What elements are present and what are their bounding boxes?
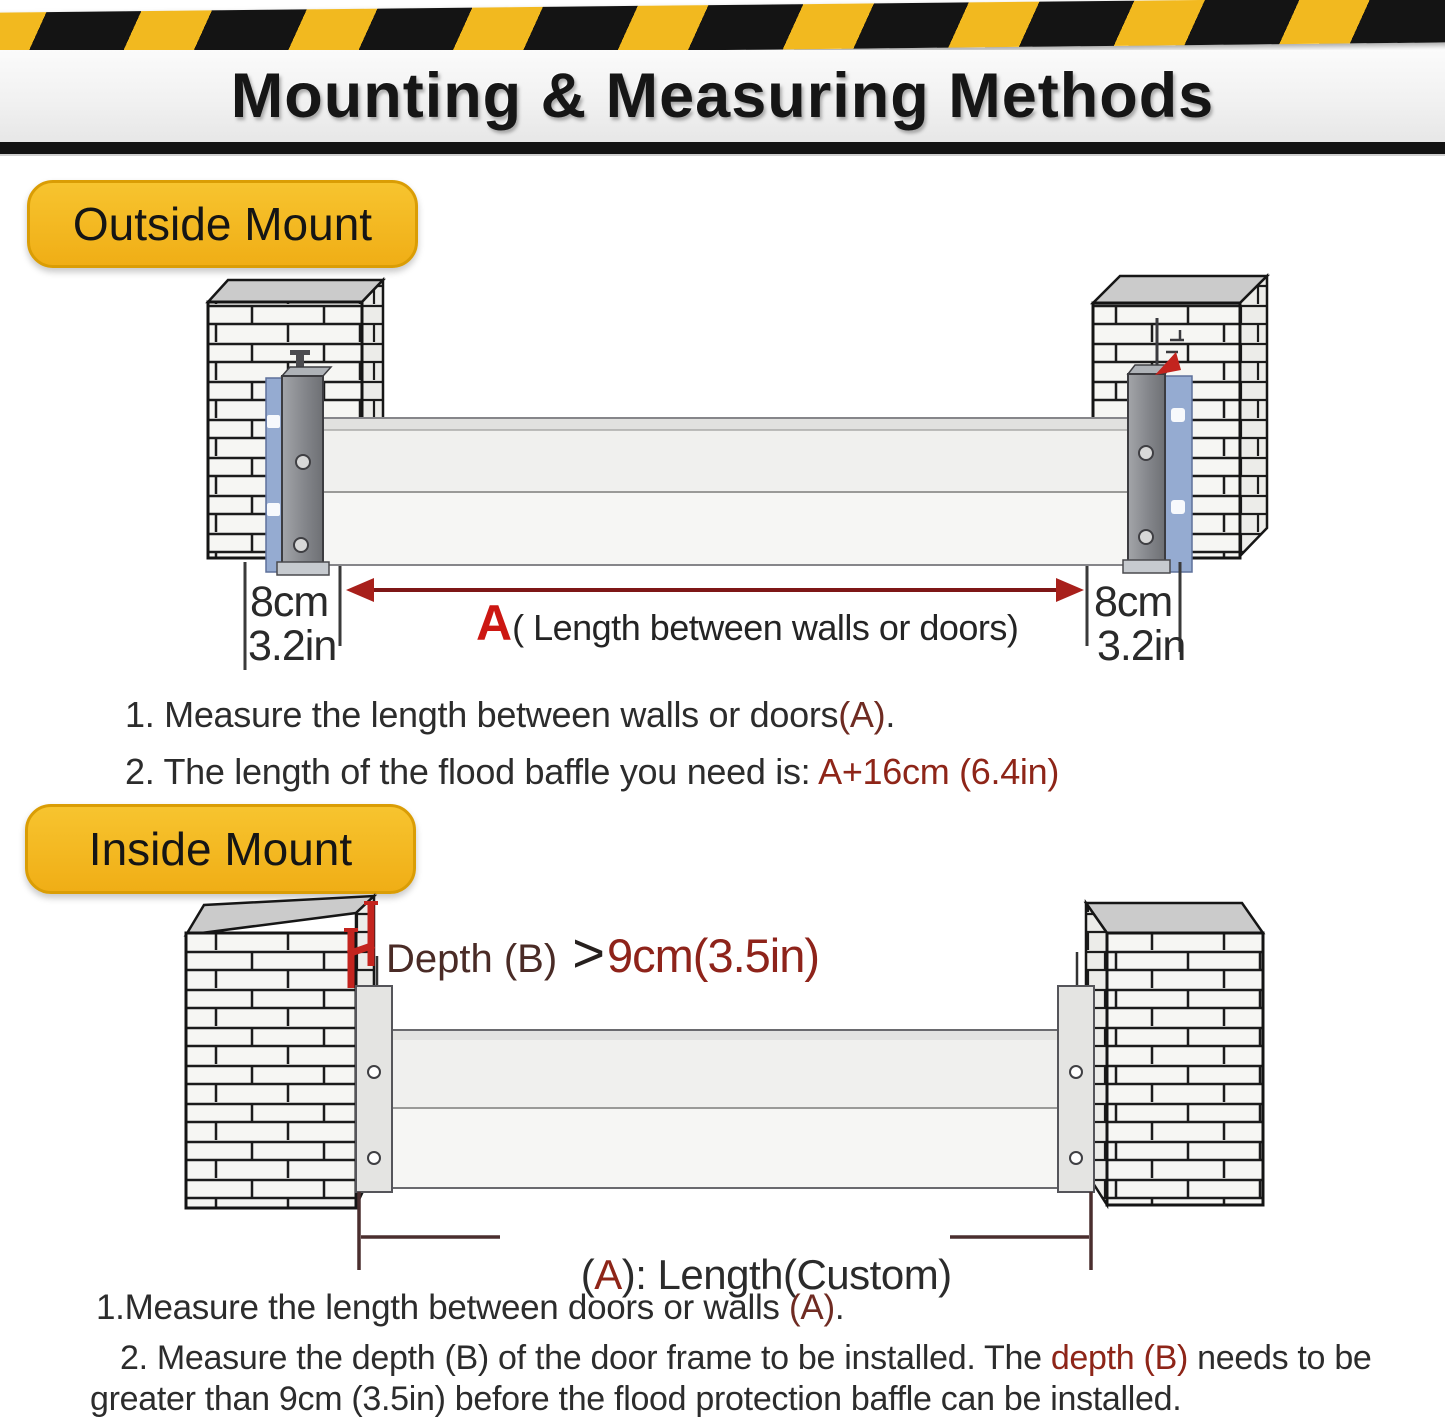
step-text: needs to be greater than 9cm (3.5in) before the flood protection baffle can be installed.: [90, 1339, 1372, 1419]
dim-text: (: [580, 1251, 595, 1298]
page-title: Mounting & Measuring Methods: [230, 61, 1215, 131]
pillar-side-face: [1240, 276, 1267, 556]
flood-baffle-panel-inside: [392, 1030, 1062, 1188]
depth-annotation: [386, 920, 819, 985]
seal-strip-left: [266, 378, 282, 572]
dim-letter-a: A: [594, 1251, 622, 1298]
pillar-top-face: [208, 280, 383, 302]
screw-hole: [1139, 530, 1153, 544]
inside-left-pillar: [186, 896, 374, 1208]
pillar-top-face: [1093, 276, 1267, 303]
right-dim-inch: 3.2in: [1097, 622, 1186, 670]
outside-step-1: [125, 694, 1059, 736]
screw-hole: [294, 538, 308, 552]
mounting-channel-left: [277, 350, 331, 575]
outside-steps: [125, 694, 1059, 793]
arrowhead-left-icon: [346, 578, 374, 602]
left-dim-cm: 8cm: [250, 578, 329, 626]
inside-right-pillar: [1086, 903, 1263, 1205]
outside-mount-label: Outside Mount: [72, 198, 373, 250]
outside-step-2: [125, 751, 1059, 793]
dim-text: ): Length(Custom): [621, 1251, 952, 1298]
right-dim-cm: 8cm: [1094, 578, 1173, 626]
length-annotation: [476, 595, 1019, 651]
screw-hole: [1139, 446, 1153, 460]
length-letter-a: A: [476, 595, 513, 651]
step-text: 1.Measure the length between doors or walls: [96, 1288, 790, 1327]
step-text: 2. Measure the depth (B) of the door frame to be installed. The: [120, 1339, 1051, 1377]
length-caption: ( Length between walls or doors): [512, 607, 1019, 648]
left-dim-inch: 3.2in: [248, 622, 337, 670]
pillar-top-face: [1086, 903, 1263, 933]
inside-mount-label: Inside Mount: [88, 823, 353, 875]
inside-channel-left: [356, 956, 392, 1192]
pillar-front-face: [186, 933, 356, 1208]
screw-hole: [1070, 1066, 1082, 1078]
arrowhead-right-icon: [1056, 578, 1084, 602]
screw-hole: [368, 1152, 380, 1164]
step-highlight: depth (B): [1050, 1339, 1188, 1377]
inside-step-1: [96, 1288, 844, 1328]
flood-baffle-panel-outside: [323, 418, 1130, 565]
seal-dot: [1171, 408, 1185, 422]
screw-hole: [1070, 1152, 1082, 1164]
screw-hole: [296, 455, 310, 469]
step-text: .: [834, 1288, 845, 1327]
step-highlight: (A): [838, 694, 886, 735]
step-text: 1. Measure the length between walls or doors: [125, 694, 839, 735]
seal-dot: [1171, 500, 1185, 514]
greater-than-sign: >: [572, 921, 605, 984]
seal-dot: [267, 415, 280, 428]
step-text: 2. The length of the flood baffle you need is:: [125, 751, 819, 792]
step-text: .: [885, 694, 896, 735]
screw-hole: [368, 1066, 380, 1078]
step-highlight: A+16cm (6.4in): [818, 751, 1060, 792]
inside-step-2: [90, 1338, 1445, 1421]
step-highlight: (A): [789, 1288, 835, 1327]
seal-dot: [267, 503, 280, 516]
depth-value: 9cm(3.5in): [607, 929, 820, 982]
inside-channel-right: [1058, 952, 1094, 1192]
seal-strip-right: [1165, 376, 1192, 572]
pillar-front-face: [1107, 933, 1263, 1205]
depth-label: Depth (B): [386, 937, 569, 981]
